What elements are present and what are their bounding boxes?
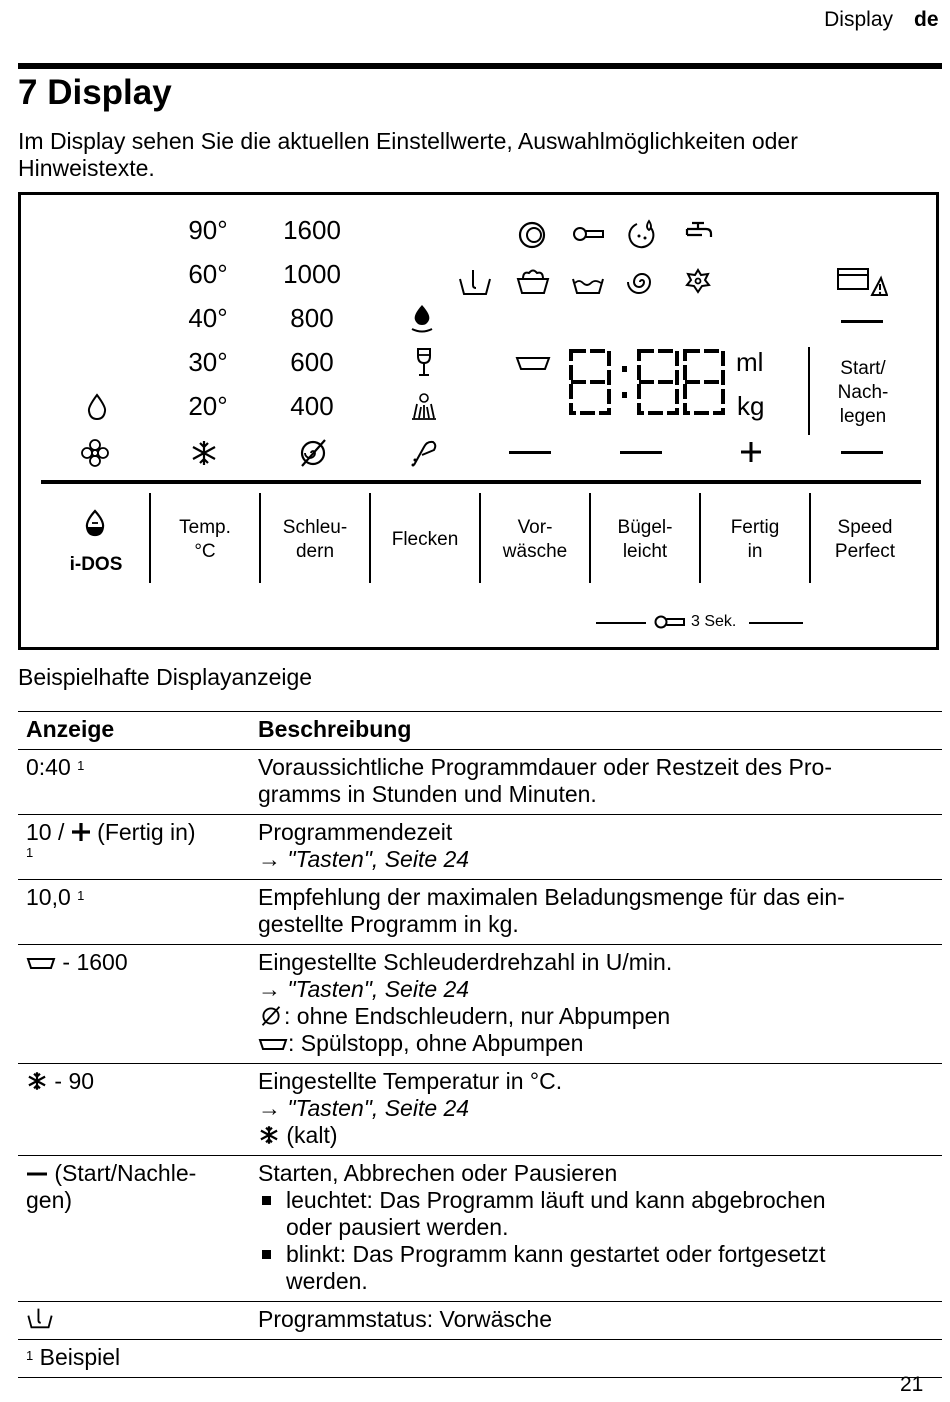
temp-value: 60° [188,259,228,289]
display-value: - 1600 [62,949,128,975]
cross-reference-link[interactable]: → "Tasten", Seite 24 [258,976,470,1002]
description-line: gramms in Stunden und Minuten. [258,781,597,807]
start-reload-label: Start/ Nach- legen [837,358,889,427]
drop-icon [85,393,109,421]
easy-iron-button-label: Bügel- leicht [617,517,673,562]
spin-value: 800 [290,303,334,333]
idos-button-label: i-DOS [69,554,123,575]
service-warning-icon [836,265,888,297]
spin-value: 600 [290,347,334,377]
bullet-text: leuchtet: Das Programm läuft und kann abgebrochen [286,1187,826,1213]
snowflake-icon [258,1124,280,1146]
indicator-bar [620,451,662,454]
bullet-icon [262,1250,271,1259]
finished-icon [683,267,713,295]
running-header-language: de [914,8,939,31]
display-cell [26,1068,251,1095]
bullet-text: blinkt: Das Programm kann gestartet oder fortgesetzt [286,1241,826,1267]
prewash-icon [457,267,493,297]
description-line: Eingestellte Schleuderdrehzahl in U/min. [258,949,673,975]
running-header-section: Display [824,8,893,31]
footnote-number: 1 [26,1348,34,1363]
panel-separator [41,480,921,484]
display-value: - 90 [54,1068,95,1094]
description-cell [258,1064,942,1155]
plus-icon [71,822,91,842]
description-cell [258,750,942,814]
snowflake-icon [189,439,219,467]
header-rule [18,63,942,69]
unit-kg: kg [737,391,765,421]
list-item [258,1241,942,1295]
cycle-drop-icon [627,219,659,249]
plus-icon [740,441,762,463]
temp-value: 30° [188,347,228,377]
temp-value: 40° [188,303,228,333]
grass-stain-icon [410,391,438,421]
display-value: 10,0 [26,884,71,910]
spin-value: 400 [290,391,334,421]
display-cell [26,949,251,976]
description-line: Starten, Abbrechen oder Pausieren [258,1160,618,1186]
table-row [18,749,942,814]
description-cell [258,1156,942,1301]
description-cell [258,945,942,1063]
description-cell [258,880,942,944]
list-item [258,1187,942,1241]
spin-icon [627,267,657,297]
description-cell [258,1302,942,1339]
table-row [18,1155,942,1301]
rinse-hold-icon [515,355,551,371]
idos-icon [409,303,435,333]
bullet-text: oder pausiert werden. [286,1214,509,1240]
table-footnote-row [18,1339,942,1378]
temp-value: 90° [188,215,228,245]
display-value: gen) [26,1187,73,1213]
description-line: Eingestellte Temperatur in °C. [258,1068,563,1094]
cross-reference-link[interactable]: → "Tasten", Seite 24 [258,846,470,872]
table-row [18,944,942,1063]
display-cell [26,1160,251,1214]
stains-button-label: Flecken [391,529,459,550]
description-cell [258,815,942,879]
table-header-row [18,711,942,749]
seven-segment-digits [565,347,725,419]
display-panel-illustration [18,192,939,650]
display-cell [26,1306,251,1336]
temp-button-label: Temp. °C [179,517,231,562]
description-line: Empfehlung der maximalen Beladungsmenge für das ein- [258,884,845,910]
display-value: 10 / [26,819,65,845]
description-line: Programmendezeit [258,819,453,845]
footnote-ref: 1 [26,845,34,860]
main-wash-icon [515,267,551,295]
table-row [18,814,942,879]
display-suffix: (Fertig in) [97,819,196,845]
description-text: : Spülstopp, ohne Abpumpen [288,1030,584,1056]
prewash-button-label: Vor- wäsche [502,517,568,562]
column-header-display: Anzeige [26,716,115,742]
table-row [18,1063,942,1155]
indicator-bar [509,451,551,454]
key-icon [572,225,606,243]
panel-divider [808,347,810,435]
idos-drop-icon [82,509,108,539]
no-spin-icon [258,1005,284,1027]
drum-clean-icon [518,221,550,249]
description-text: (kalt) [280,1122,338,1148]
lock-hint-text: 3 Sek. [691,613,737,630]
prewash-icon [26,1306,54,1330]
page-title: 7 Display [18,73,172,112]
display-cell [26,754,251,781]
rinse-hold-icon [26,956,56,970]
footnote-ref: 1 [77,758,85,773]
lock-hint-line [596,622,646,624]
key-icon [654,614,686,630]
display-value: (Start/Nachle- [54,1160,197,1186]
speed-perfect-button-label: Speed Perfect [834,517,896,562]
description-line [258,1122,942,1149]
rinse-icon [570,273,606,295]
unit-ml: ml [736,347,764,377]
bullet-icon [262,1196,271,1205]
footnote [18,1340,942,1377]
description-line [258,1003,942,1030]
page-number: 21 [900,1373,924,1396]
display-cell [26,819,251,860]
bullet-text: werden. [286,1268,368,1294]
wine-stain-icon [415,347,433,377]
no-spin-icon [297,437,329,469]
spin-button-label: Schleu- dern [282,517,348,562]
finish-in-button-label: Fertig in [730,517,780,562]
description-line: Programmstatus: Vorwäsche [258,1306,553,1332]
spin-value: 1600 [283,215,341,245]
cross-reference-link[interactable]: → "Tasten", Seite 24 [258,1095,470,1121]
footnote-text: Beispiel [39,1344,121,1370]
footnote-ref: 1 [77,888,85,903]
figure-caption: Beispielhafte Displayanzeige [18,664,313,690]
table-row [18,1301,942,1339]
display-table [18,711,942,1378]
indicator-bar [841,451,883,454]
temp-value: 20° [188,391,228,421]
intro-paragraph: Im Display sehen Sie die aktuellen Einstellwerte, Auswahlmöglichkeiten oder Hinweistexte. [18,128,798,181]
description-line: Voraussichtliche Programmdauer oder Restzeit des Pro- [258,754,832,780]
column-header-description: Beschreibung [258,716,412,742]
flower-icon [80,439,110,467]
tap-icon [684,221,714,247]
snowflake-icon [26,1070,48,1092]
start-indicator-bar [841,320,883,323]
description-text: : ohne Endschleudern, nur Abpumpen [284,1003,671,1029]
description-line: gestellte Programm in kg. [258,911,519,937]
lock-hint-line [749,622,803,624]
description-line [258,1030,942,1057]
dash-icon [26,1167,48,1181]
spin-value: 1000 [283,259,341,289]
display-value: 0:40 [26,754,71,780]
rinse-hold-icon [258,1037,288,1051]
ironing-icon [410,437,438,469]
display-cell [26,884,251,911]
table-row [18,879,942,944]
